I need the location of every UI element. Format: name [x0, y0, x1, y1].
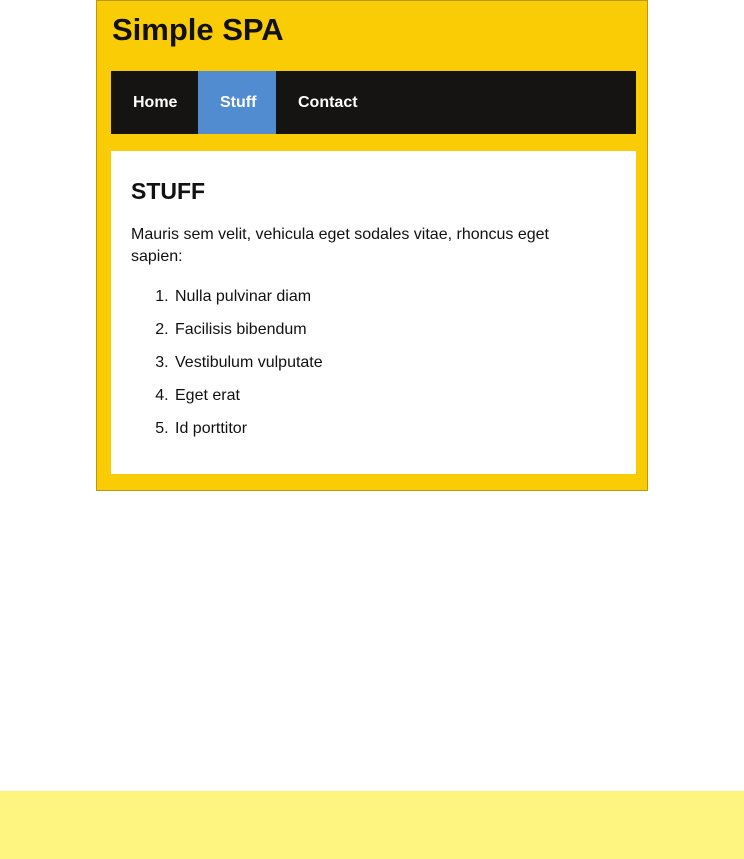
list-item: 1. Nulla pulvinar diam — [173, 286, 616, 308]
list-item: 4. Eget erat — [173, 385, 616, 407]
app-title: Simple SPA — [112, 12, 284, 47]
nav-item-home[interactable]: Home — [133, 94, 178, 111]
nav-item-stuff[interactable]: Stuff — [198, 71, 276, 134]
content-list — [131, 286, 616, 440]
app-frame — [96, 0, 648, 491]
nav-item-contact[interactable]: Contact — [298, 94, 358, 111]
nav-bar — [111, 71, 636, 134]
list-item: 5. Id porttitor — [173, 418, 616, 440]
content-intro: Mauris sem velit, vehicula eget sodales vitae, rhoncus eget sapien: — [131, 226, 549, 265]
footer-strip — [0, 791, 744, 859]
content-heading: STUFF — [131, 178, 206, 204]
content-card — [111, 151, 636, 474]
list-item: 2. Facilisis bibendum — [173, 319, 616, 341]
list-item: 3. Vestibulum vulputate — [173, 352, 616, 374]
